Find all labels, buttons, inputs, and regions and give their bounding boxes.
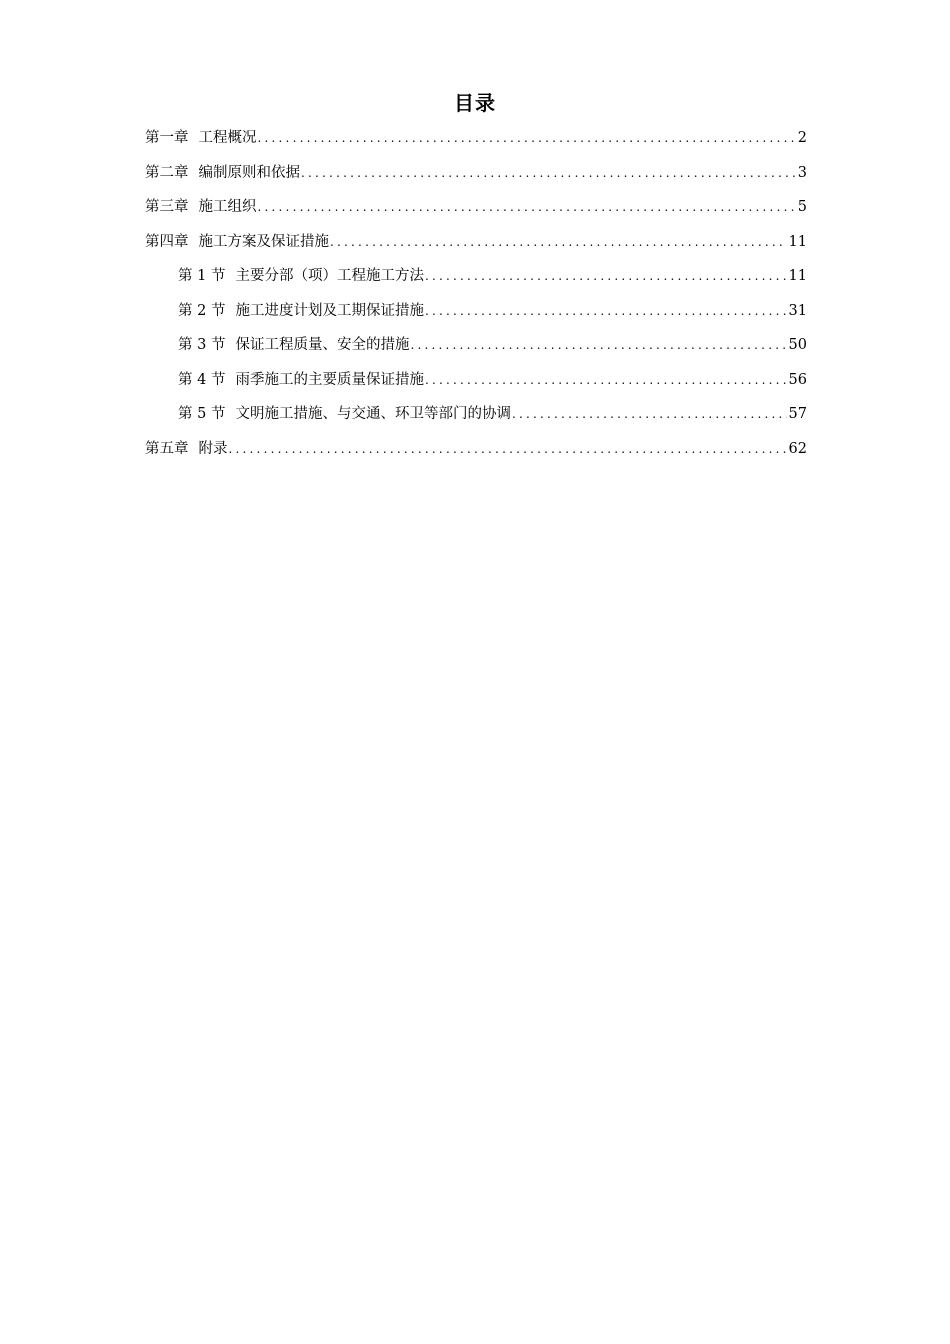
toc-entry[interactable] (145, 126, 807, 161)
toc-leader-dots (229, 437, 787, 461)
toc-entry-page: 56 (788, 371, 807, 388)
toc-entry-label (145, 437, 228, 461)
toc-entry-number: 第五章 (145, 440, 189, 457)
toc-entry-label (145, 195, 257, 219)
toc-entry-text: 雨季施工的主要质量保证措施 (235, 371, 424, 388)
toc-entry-number: 第二章 (145, 164, 189, 181)
toc-entry-text: 编制原则和依据 (198, 164, 300, 181)
toc-entry-number: 第 4 节 (178, 371, 226, 388)
toc-entry-page: 57 (788, 406, 807, 422)
toc-entry-page: 31 (788, 302, 807, 319)
toc-entry-page: 62 (788, 440, 807, 457)
toc-entry-label (145, 230, 329, 254)
toc-entry-label (178, 368, 424, 392)
toc-leader-dots (258, 126, 796, 150)
toc-entry-label (178, 264, 424, 288)
toc-entry[interactable] (145, 333, 807, 368)
toc-entry-text: 施工组织 (198, 199, 257, 215)
toc-entry-text: 施工进度计划及工期保证措施 (235, 302, 424, 319)
toc-leader-dots (410, 333, 786, 357)
toc-entry-number: 第四章 (145, 233, 189, 250)
toc-entry-text: 施工方案及保证措施 (198, 233, 329, 250)
toc-entry-label (145, 161, 300, 185)
toc-entry-number: 第三章 (145, 199, 189, 215)
toc-entry-text: 保证工程质量、安全的措施 (235, 337, 410, 353)
toc-entry-text: 文明施工措施、与交通、环卫等部门的协调 (235, 406, 511, 422)
toc-entry-page: 11 (788, 268, 807, 284)
toc-entry[interactable] (145, 161, 807, 196)
toc-entry-page: 3 (797, 164, 807, 181)
toc-entry-label (145, 126, 257, 150)
toc-entry-number: 第 2 节 (178, 302, 226, 319)
toc-entry-number: 第一章 (145, 130, 189, 146)
toc-entry-page: 50 (788, 337, 807, 353)
toc-entry[interactable] (145, 195, 807, 230)
toc-entry-page: 2 (797, 130, 807, 146)
toc-leader-dots (330, 230, 787, 254)
toc-leader-dots (425, 299, 787, 323)
toc-entry-label (178, 333, 409, 357)
toc-entry[interactable] (145, 402, 807, 437)
toc-entry[interactable] (145, 368, 807, 403)
toc-entry[interactable] (145, 264, 807, 299)
toc-entry[interactable] (145, 437, 807, 472)
toc-entry-number: 第 1 节 (178, 268, 226, 284)
toc-title: 目录 (454, 91, 496, 115)
toc-entry[interactable] (145, 230, 807, 265)
toc-entry-label (178, 402, 511, 426)
toc-entry-text: 附录 (198, 440, 228, 457)
toc-leader-dots (258, 195, 796, 219)
toc-entry-page: 11 (788, 233, 807, 250)
toc-leader-dots (425, 368, 787, 392)
toc-list (145, 126, 807, 471)
toc-entry-number: 第 3 节 (178, 337, 226, 353)
toc-entry-label (178, 299, 424, 323)
toc-leader-dots (301, 161, 796, 185)
toc-entry-number: 第 5 节 (178, 406, 226, 422)
toc-leader-dots (425, 264, 787, 288)
toc-entry-text: 主要分部（项）工程施工方法 (235, 268, 424, 284)
toc-entry-page: 5 (797, 199, 807, 215)
toc-entry[interactable] (145, 299, 807, 334)
toc-leader-dots (512, 402, 787, 426)
toc-entry-text: 工程概况 (198, 130, 257, 146)
